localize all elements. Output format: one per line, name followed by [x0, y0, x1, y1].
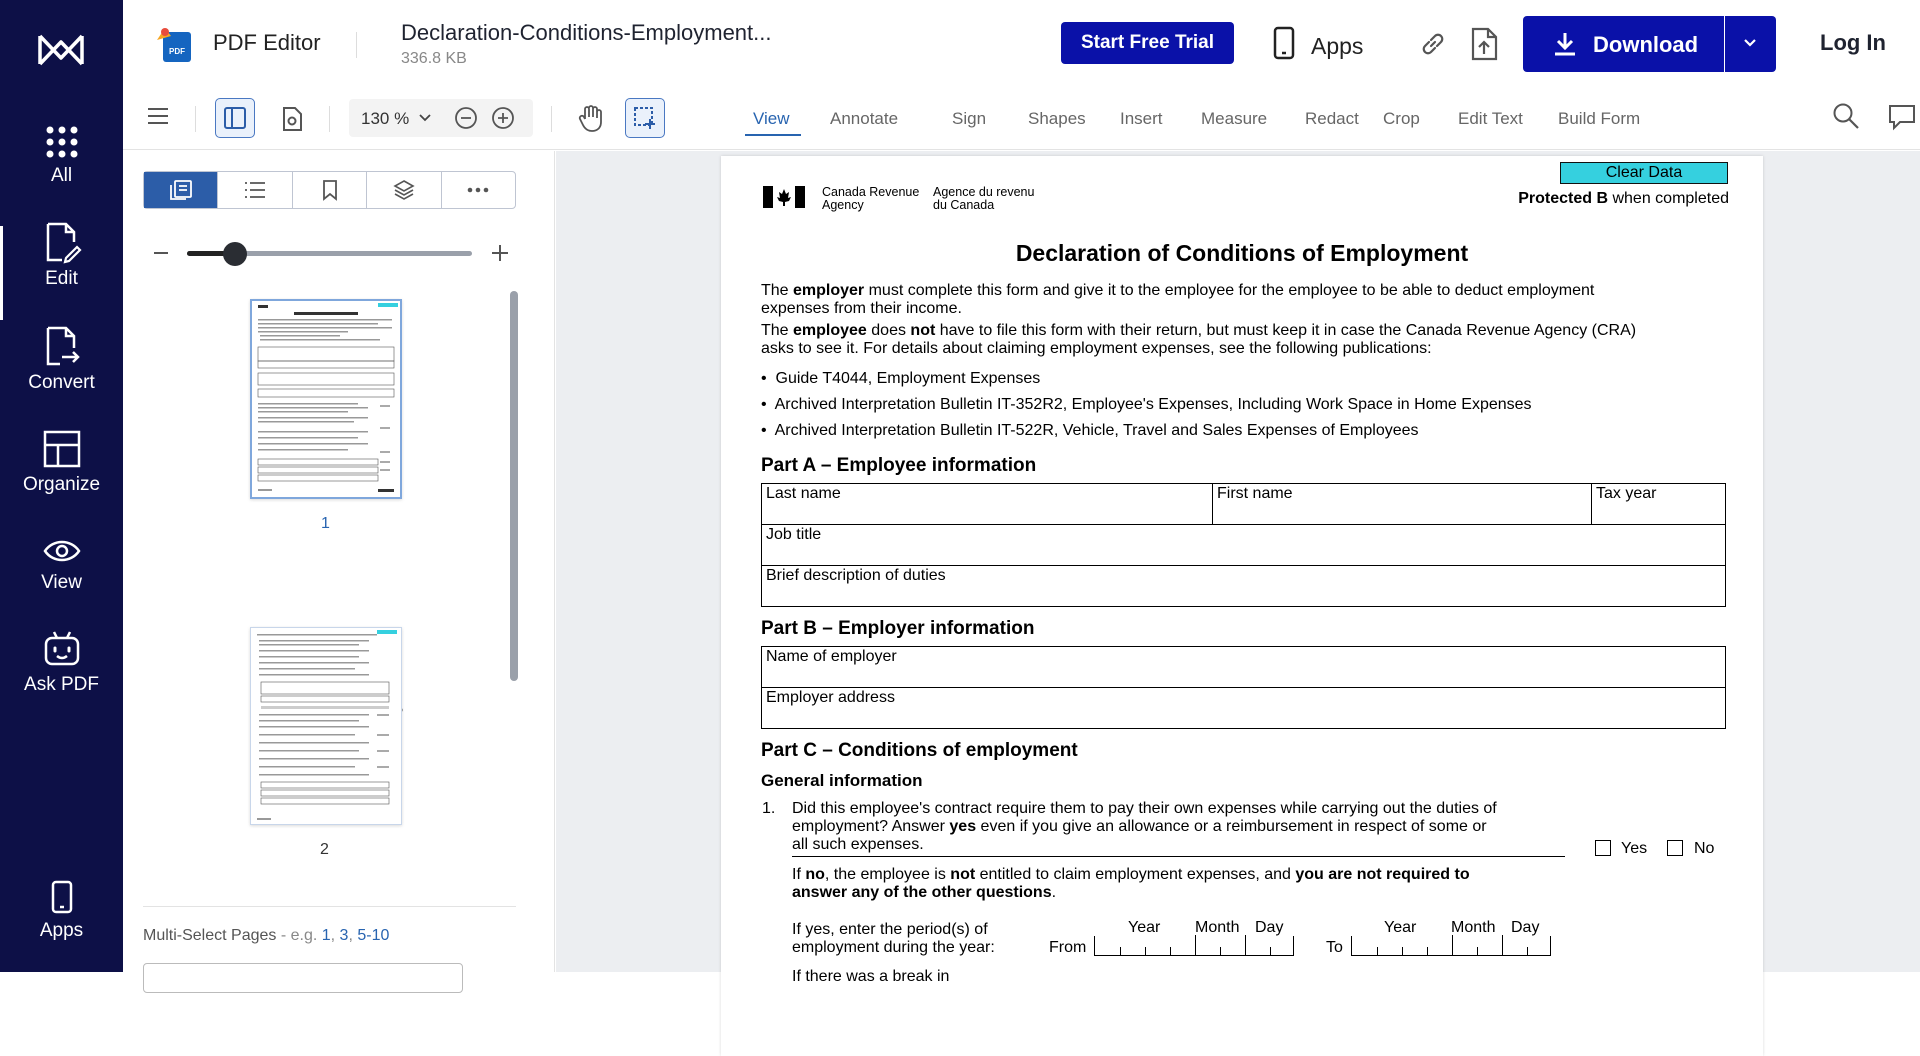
- date-tick: [1377, 947, 1378, 955]
- agency-fr-line: Agence du revenu: [933, 185, 1035, 199]
- day-label: Day: [1511, 919, 1540, 936]
- minus-icon[interactable]: [153, 251, 169, 255]
- rail-item-apps[interactable]: [0, 880, 123, 978]
- bullet-item: • Archived Interpretation Bulletin IT-522R, Vehicle, Travel and Sales Expenses of Employees: [761, 422, 1419, 439]
- intro-paragraph-1: The employer must complete this form and give it to the employee for the employee to be able to deduct employment expenses from their income.: [761, 282, 1595, 317]
- bookmark-icon: [322, 180, 338, 200]
- to-date-field[interactable]: [1351, 936, 1551, 956]
- year-label: Year: [1384, 919, 1417, 936]
- protected-b-label: [1518, 190, 1729, 208]
- comments-icon[interactable]: [1888, 104, 1916, 130]
- rail-item-all[interactable]: [0, 125, 123, 223]
- phone-icon: [51, 880, 73, 914]
- date-tick: [1452, 935, 1453, 955]
- if-no-text: If no, the employee is not entitled to claim employment expenses, and you are not required to answer any of the other questions.: [792, 866, 1470, 901]
- apps-button[interactable]: [1273, 26, 1364, 62]
- tab-insert[interactable]: Insert: [1120, 109, 1163, 128]
- sidebar-scrollbar[interactable]: [510, 291, 518, 681]
- tab-layers[interactable]: [367, 172, 441, 208]
- bullet-item: • Guide T4044, Employment Expenses: [761, 370, 1041, 387]
- app-name: PDF Editor: [213, 30, 321, 55]
- part-b-heading: Part B – Employer information: [761, 618, 1035, 639]
- document-canvas[interactable]: [556, 151, 1920, 985]
- download-options-button[interactable]: [1725, 16, 1776, 72]
- chevron-down-icon: [1742, 37, 1758, 49]
- file-name[interactable]: Declaration-Conditions-Employment...: [401, 20, 772, 45]
- tab-more[interactable]: [442, 172, 515, 208]
- tab-crop[interactable]: Crop: [1383, 109, 1420, 128]
- from-date-field[interactable]: [1094, 936, 1294, 956]
- example-3: 5-10: [357, 927, 390, 944]
- more-horizontal-icon: [467, 187, 489, 193]
- if-yes-text: If yes, enter the period(s) of employment during the year:: [792, 921, 995, 956]
- link-icon[interactable]: [1419, 30, 1447, 58]
- rail-label: View: [41, 572, 82, 593]
- search-icon[interactable]: [1832, 102, 1860, 130]
- convert-file-icon: [44, 326, 80, 366]
- divider: [356, 32, 357, 58]
- pdf-page: [721, 156, 1763, 1056]
- tab-edit-text[interactable]: Edit Text: [1458, 109, 1523, 128]
- date-tick: [1145, 947, 1146, 955]
- protected-rest: when completed: [1608, 190, 1729, 207]
- yes-label: Yes: [1621, 840, 1648, 857]
- month-label: Month: [1451, 919, 1496, 936]
- day-label: Day: [1255, 919, 1284, 936]
- date-tick: [1220, 947, 1221, 955]
- to-label: To: [1326, 939, 1343, 956]
- agency-name-fr: [933, 186, 1034, 212]
- rail-label: All: [50, 165, 73, 186]
- document-title: Declaration of Conditions of Employment: [1015, 240, 1469, 266]
- page-number-label: 2: [320, 841, 329, 858]
- pdf-editor-logo-icon: [155, 24, 193, 64]
- plus-icon[interactable]: [491, 244, 509, 262]
- employer-name-field[interactable]: Name of employer: [766, 648, 897, 665]
- zoom-control: [349, 99, 533, 137]
- edit-file-icon: [44, 222, 80, 262]
- rail-item-view[interactable]: [0, 536, 123, 634]
- first-name-field[interactable]: First name: [1217, 485, 1293, 502]
- page-thumbnail-2[interactable]: [250, 627, 402, 825]
- thumbnails-icon: [170, 180, 192, 200]
- multi-select-input[interactable]: [143, 963, 463, 993]
- log-in-link[interactable]: Log In: [1820, 30, 1886, 55]
- canada-flag-icon: [763, 186, 805, 208]
- tab-build-form[interactable]: Build Form: [1558, 109, 1641, 128]
- zoom-value[interactable]: 130 %: [361, 109, 410, 128]
- tab-redact[interactable]: Redact: [1305, 109, 1359, 128]
- tab-thumbnails[interactable]: [144, 172, 218, 208]
- selection-icon: [633, 106, 657, 130]
- zoom-in-icon[interactable]: [491, 106, 515, 130]
- rail-label: Apps: [39, 920, 84, 941]
- phone-icon: [1273, 26, 1295, 60]
- page-preview: [251, 628, 401, 824]
- grid-icon: [45, 125, 79, 159]
- rail-item-organize[interactable]: [0, 430, 123, 528]
- date-tick: [1477, 947, 1478, 955]
- rail-item-edit[interactable]: [0, 222, 123, 320]
- page-settings-icon[interactable]: [281, 106, 303, 132]
- layers-icon: [393, 179, 415, 201]
- rail-label: Ask PDF: [24, 674, 99, 695]
- divider: [329, 106, 330, 132]
- zoom-out-icon[interactable]: [454, 106, 478, 130]
- tab-outline[interactable]: [218, 172, 292, 208]
- apps-label: Apps: [1311, 33, 1364, 59]
- year-label: Year: [1128, 919, 1161, 936]
- active-tab-indicator: [745, 134, 801, 136]
- tab-view[interactable]: View: [753, 109, 790, 128]
- divider: [792, 856, 1565, 857]
- employer-address-field[interactable]: Employer address: [766, 689, 895, 706]
- svg-text:PDF: PDF: [169, 47, 185, 56]
- tab-sign[interactable]: Sign: [952, 109, 987, 128]
- month-label: Month: [1195, 919, 1240, 936]
- rail-label: Organize: [22, 474, 101, 495]
- menu-icon[interactable]: [147, 107, 169, 125]
- intro-paragraph-2: The employee does not have to file this form with their return, but must keep it in case the Canada Revenue Agency (CRA) asks to see it. For details about claiming employment expenses, see the following publications:: [761, 322, 1637, 357]
- slider-thumb[interactable]: [223, 242, 247, 266]
- part-c-heading: Part C – Conditions of employment: [761, 740, 1078, 761]
- bullet-item: • Archived Interpretation Bulletin IT-352R2, Employee's Expenses, Including Work Space in Home Expenses: [761, 396, 1532, 413]
- page-thumbnail-1[interactable]: [250, 299, 402, 499]
- break-text: If there was a break in: [792, 968, 950, 985]
- agency-fr-line: du Canada: [933, 198, 995, 212]
- date-tick: [1170, 947, 1171, 955]
- divider: [551, 106, 552, 132]
- layout-icon: [43, 430, 81, 468]
- toggle-sidebar-button[interactable]: [215, 98, 255, 138]
- part-a-heading: Part A – Employee information: [761, 455, 1037, 476]
- share-file-icon[interactable]: [1470, 27, 1498, 61]
- protected-b: Protected B: [1518, 190, 1609, 207]
- no-checkbox[interactable]: [1667, 840, 1683, 856]
- rail-item-ask-pdf[interactable]: [0, 630, 123, 728]
- tab-annotate[interactable]: Annotate: [830, 109, 899, 128]
- download-button[interactable]: [1523, 16, 1724, 72]
- agency-en-line: Canada Revenue: [822, 185, 920, 199]
- divider: [195, 106, 196, 132]
- no-label: No: [1694, 840, 1715, 857]
- left-rail: [0, 0, 123, 972]
- slider-track[interactable]: [187, 251, 472, 256]
- date-tick: [1245, 935, 1246, 955]
- page-number-label: 1: [321, 515, 330, 532]
- duties-field[interactable]: Brief description of duties: [766, 567, 946, 584]
- top-bar: [123, 0, 1920, 88]
- thumbnail-size-slider: [153, 239, 513, 269]
- tax-year-field[interactable]: Tax year: [1596, 485, 1657, 502]
- multi-select-hint: - e.g.: [276, 927, 322, 944]
- job-title-field[interactable]: Job title: [766, 526, 822, 543]
- tab-bookmarks[interactable]: [293, 172, 367, 208]
- page-preview: [252, 301, 400, 497]
- rail-label: Edit: [45, 268, 78, 289]
- tab-shapes[interactable]: Shapes: [1028, 109, 1086, 128]
- date-tick: [1120, 947, 1121, 955]
- file-size: 336.8 KB: [401, 50, 467, 67]
- robot-icon: [42, 630, 82, 668]
- agency-en-line: Agency: [822, 198, 864, 212]
- eye-icon: [43, 536, 81, 566]
- last-name-field[interactable]: Last name: [766, 485, 841, 502]
- part-a-table: [761, 483, 1726, 607]
- date-tick: [1402, 947, 1403, 955]
- page-sidebar: [123, 151, 555, 972]
- chevron-down-icon[interactable]: [419, 113, 431, 123]
- sidebar-icon: [224, 107, 246, 129]
- from-label: From: [1049, 939, 1087, 956]
- download-label: Download: [1593, 32, 1699, 57]
- divider: [143, 906, 516, 907]
- example-1: 1: [321, 927, 331, 944]
- multi-select-title: Multi-Select Pages: [143, 927, 277, 944]
- multi-select-label: Multi-Select Pages - e.g. 1, 3, 5-10: [143, 927, 390, 944]
- hand-pan-icon[interactable]: [578, 103, 604, 133]
- app-logo-icon[interactable]: [36, 28, 86, 72]
- tab-measure[interactable]: Measure: [1201, 109, 1268, 128]
- date-tick: [1427, 947, 1428, 955]
- example-2: 3: [339, 927, 349, 944]
- start-free-trial-button[interactable]: Start Free Trial: [1061, 22, 1234, 64]
- yes-checkbox[interactable]: [1595, 840, 1611, 856]
- toolbar: [123, 88, 1920, 150]
- question-number: 1.: [762, 800, 776, 817]
- rail-item-convert[interactable]: [0, 326, 123, 424]
- date-tick: [1502, 935, 1503, 955]
- sidebar-mode-tabs: [143, 171, 516, 209]
- date-tick: [1195, 935, 1196, 955]
- download-icon: [1553, 31, 1577, 57]
- general-info-heading: General information: [761, 771, 923, 790]
- list-icon: [244, 181, 266, 199]
- date-tick: [1270, 947, 1271, 955]
- agency-name-en: [822, 186, 919, 212]
- clear-data-button[interactable]: Clear Data: [1560, 162, 1728, 184]
- part-b-table: [761, 646, 1726, 729]
- question-1-text: Did this employee's contract require them to pay their own expenses while carrying out the duties of employment? Answer yes even if you give an allowance or a reimbursement in respect of some or all such expenses.: [792, 800, 1497, 853]
- select-area-button[interactable]: [625, 98, 665, 138]
- date-tick: [1527, 947, 1528, 955]
- rail-label: Convert: [28, 372, 95, 393]
